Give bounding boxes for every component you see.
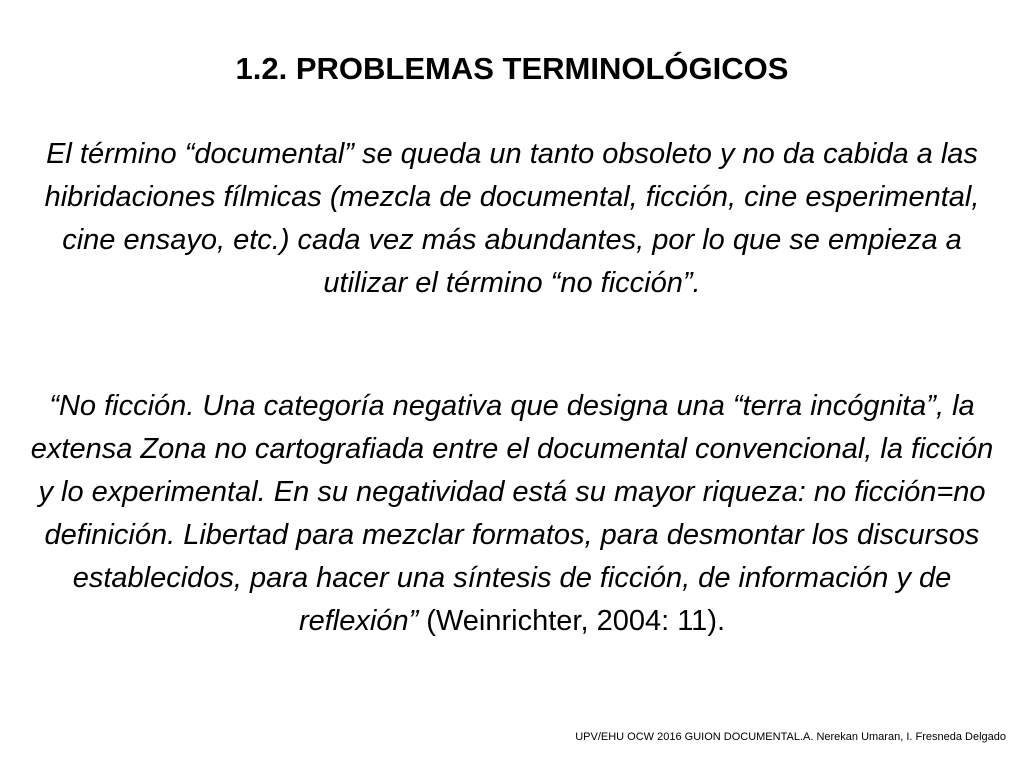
intro-paragraph: El término “documental” se queda un tanto obsoleto y no da cabida a las hibridaciones fílmicas (mezcla de documental, ficción, cine esperimental, cine ensayo, etc.) cada vez más abundantes, por lo que se empieza a utilizar el término “no ficción”.	[44, 138, 980, 299]
slide-footer: UPV/EHU OCW 2016 GUION DOCUMENTAL.A. Nerekan Umaran, I. Fresneda Delgado	[575, 731, 1006, 743]
slide-title: 1.2. PROBLEMAS TERMINOLÓGICOS	[235, 51, 789, 86]
quote-text: “No ficción. Una categoría negativa que designa una “terra incógnita”, la extensa Zona no cartografiada entre el documental convencional, la ficción y lo experimental. En su negatividad está su mayor riqueza: no ficción=no definición. Libertad para mezclar formatos, para desmontar los discursos establecidos, para hacer una síntesis de ficción, de información y de reflexión”	[30, 390, 994, 637]
quote-paragraph	[30, 385, 994, 643]
quote-citation: (Weinrichter, 2004: 11).	[418, 605, 726, 637]
